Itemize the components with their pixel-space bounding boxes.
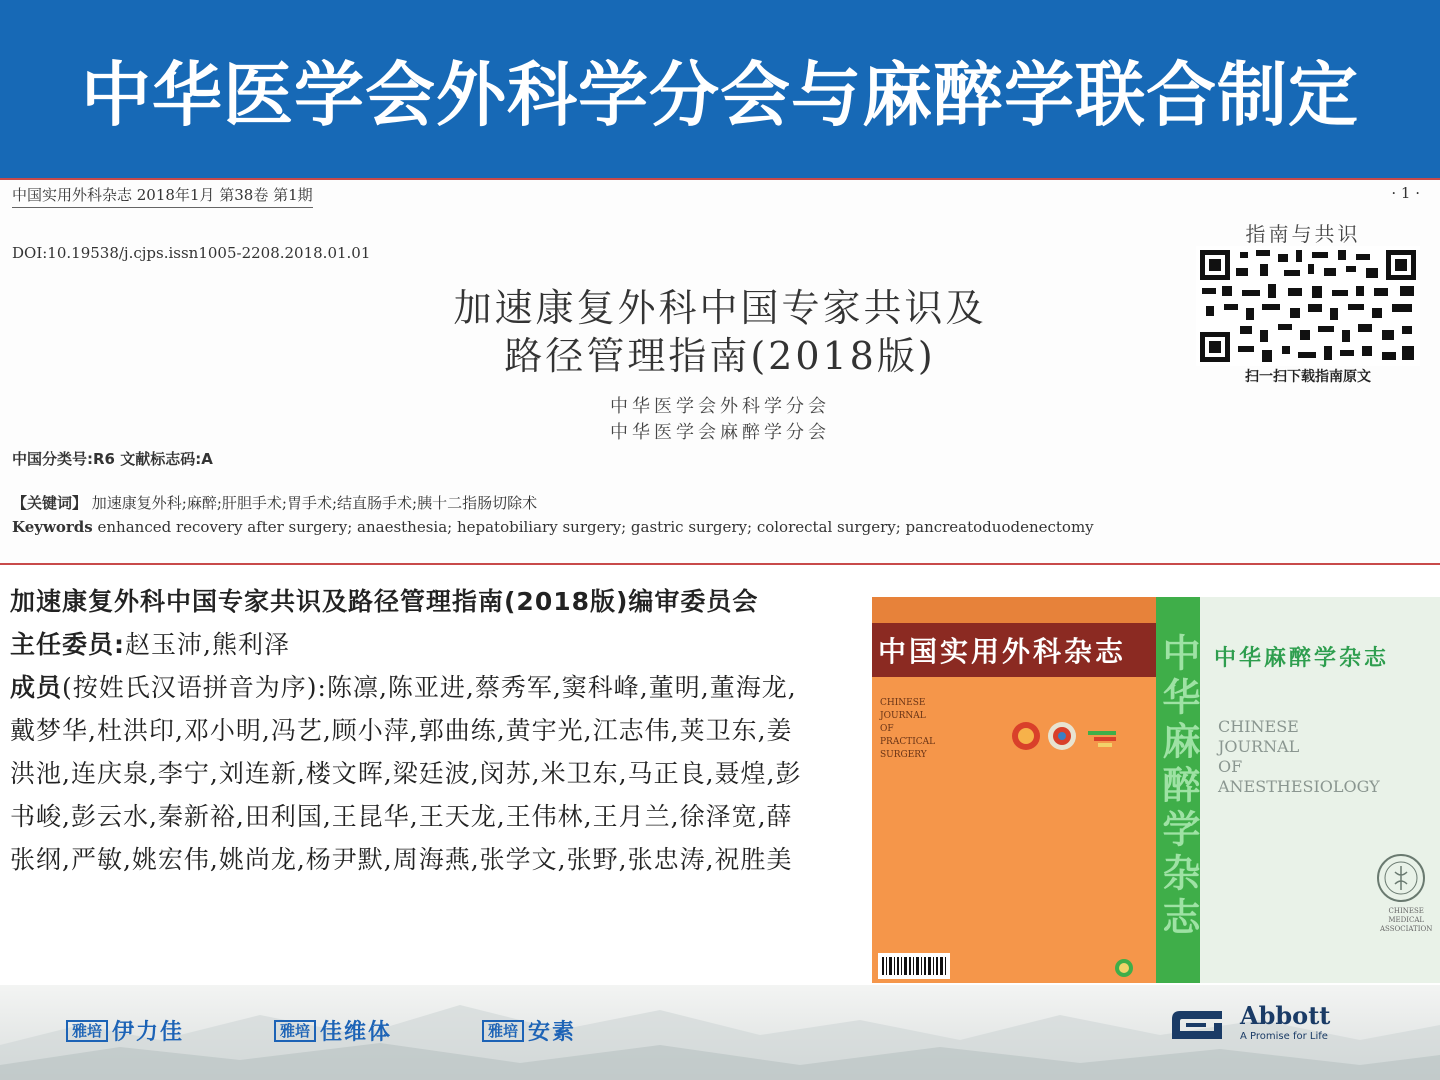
- members-note: (按姓氏汉语拼音为序):: [62, 673, 327, 702]
- article-title-line-1: 加速康复外科中国专家共识及: [453, 286, 987, 330]
- cover-title-band: [872, 623, 1156, 677]
- cover-practical-surgery: [872, 597, 1156, 983]
- cover-title-cn: 中国实用外科杂志: [878, 635, 1127, 668]
- journal-issue-line: 中国实用外科杂志 2018年1月 第38卷 第1期: [12, 184, 313, 208]
- cover-anesthesiology: [1200, 597, 1440, 983]
- cover-title-en: CHINESE JOURNAL OF PRACTICAL SURGERY: [880, 698, 936, 760]
- classification-line: 中国分类号:R6 文献标志码:A: [12, 450, 213, 468]
- cover-green-title-cn: 中华麻醉学杂志: [1214, 645, 1390, 671]
- cover-spine: [1156, 597, 1200, 983]
- brand-name: 安素: [528, 1020, 577, 1045]
- article-title-line-2: 路径管理指南(2018版): [504, 334, 936, 378]
- cover-emblems-icon: [1012, 719, 1132, 753]
- brand-jevity: [274, 1015, 392, 1046]
- slide-title: 中华医学会外科学分会与麻醉学联合制定: [81, 53, 1359, 136]
- slide-header: [0, 0, 1440, 178]
- company-tagline: A Promise for Life: [1240, 1031, 1328, 1042]
- keywords-en-text: enhanced recovery after surgery; anaesthesia; hepatobiliary surgery; gastric surgery; colorectal surgery; pancreatoduodenectomy: [97, 518, 1094, 536]
- article-excerpt: [0, 180, 1440, 564]
- brand-ensure: [482, 1015, 576, 1046]
- brand-name: 伊力佳: [112, 1020, 185, 1045]
- brand-eliga: [66, 1015, 184, 1046]
- spine-title: 中华麻醉学杂志: [1156, 633, 1200, 941]
- author-surgery-society: 中华医学会外科学分会: [610, 396, 830, 417]
- excerpt-divider: [0, 563, 1440, 565]
- members-label: 成员: [10, 673, 63, 702]
- cma-seal-icon: [1376, 853, 1426, 903]
- brand-tag: 雅培: [482, 1020, 524, 1042]
- cover-green-title-en: CHINESE JOURNAL OF ANESTHESIOLOGY: [1218, 717, 1380, 796]
- keywords-en-label: Keywords: [12, 518, 93, 536]
- brand-name: 佳维体: [320, 1020, 393, 1045]
- cover-top-bar: [872, 597, 1156, 623]
- page-number: · 1 ·: [1391, 184, 1420, 202]
- committee-heading: 加速康复外科中国专家共识及路径管理指南(2018版)编审委员会: [10, 587, 759, 616]
- keywords-chinese: [12, 492, 537, 513]
- chair-label: 主任委员:: [10, 630, 125, 659]
- qr-caption: 扫一扫下载指南原文: [1245, 369, 1371, 385]
- chair-names: 赵玉沛,熊利泽: [125, 630, 290, 659]
- qr-section-label: 指南与共识: [1245, 222, 1361, 246]
- brand-tag: 雅培: [66, 1020, 108, 1042]
- article-title: [240, 284, 1200, 380]
- author-anesthesia-society: 中华医学会麻醉学分会: [610, 422, 830, 443]
- qr-code: [1196, 246, 1420, 366]
- doi: DOI:10.19538/j.cjps.issn1005-2208.2018.01.01: [12, 244, 371, 262]
- company-name: Abbott: [1240, 1001, 1331, 1030]
- keywords-cn-text: 加速康复外科;麻醉;肝胆手术;胃手术;结直肠手术;胰十二指肠切除术: [91, 494, 538, 512]
- keywords-cn-label: 【关键词】: [12, 494, 88, 512]
- journal-covers: [872, 597, 1440, 983]
- abbott-logo-icon: [1166, 1005, 1236, 1045]
- cma-name: CHINESE MEDICAL ASSOCIATION: [1380, 907, 1433, 933]
- committee-block: [10, 580, 810, 881]
- keywords-english: [12, 516, 1432, 538]
- member-names: 陈凛,陈亚进,蔡秀军,窦科峰,董明,董海龙,戴梦华,杜洪印,邓小明,冯艺,顾小萍,郭曲练,黄宇光,江志伟,荚卫东,姜洪池,连庆泉,李宁,刘连新,楼文晖,梁廷波,闵苏,米卫东,马正良,聂煌,彭书峻,彭云水,秦新裕,田利国,王昆华,王天龙,王伟林,王月兰,徐泽宽,薛张纲,严敏,姚宏伟,姚尚龙,杨尹默,周海燕,张学文,张野,张忠涛,祝胜美: [10, 673, 802, 874]
- brand-tag: 雅培: [274, 1020, 316, 1042]
- slide-footer: [0, 985, 1440, 1080]
- cover-footer-logo-icon: [872, 953, 1156, 983]
- article-authors: [520, 394, 920, 446]
- qr-code-icon: [1196, 246, 1420, 366]
